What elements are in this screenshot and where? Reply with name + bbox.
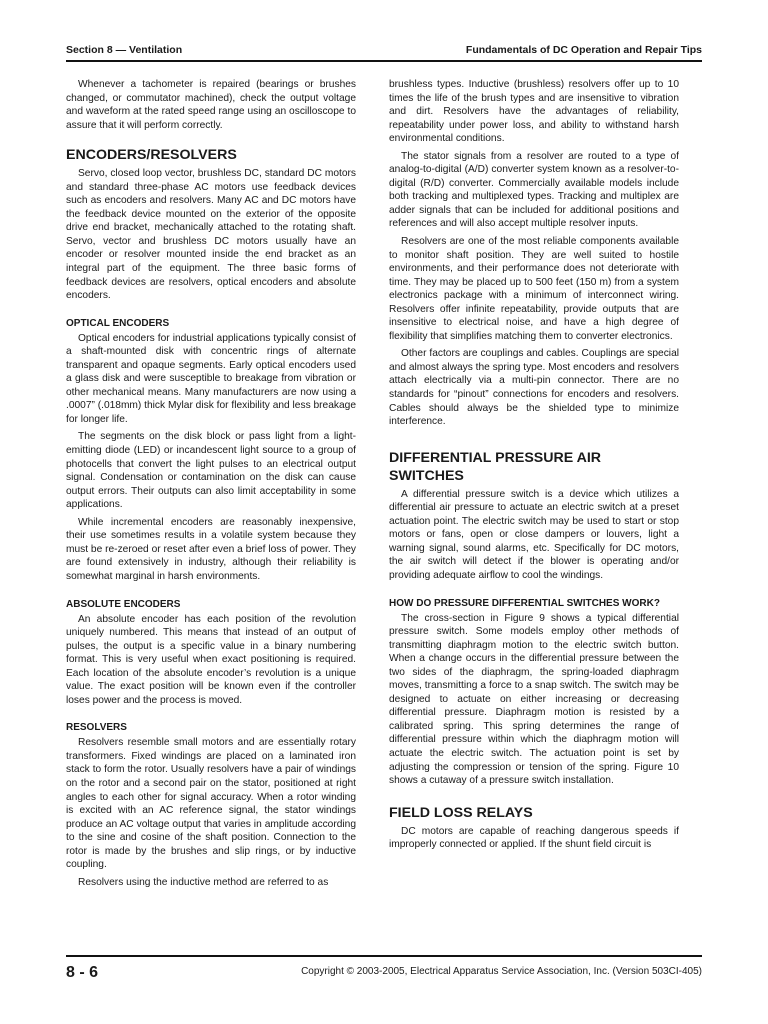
resolvers-paragraph-2: Resolvers using the inductive method are referred to as [78, 876, 329, 888]
resolvers-heading: RESOLVERS [66, 722, 127, 734]
field-loss-relays-heading: FIELD LOSS RELAYS [389, 804, 533, 821]
optical-paragraph-1: Optical encoders for industrial applications typically consist of a shaft-mounted disk with concentric rings of alternate transparent and opaque segments. Early optical encoders used a glass disk and were susceptible to breakage from vibration or other mechanical means. Many manufacturers are now using a .0007” (.018mm) thick Mylar disk for flexibility and less breakage for longer life. [66, 332, 356, 425]
optical-paragraph-2: The segments on the disk block or pass light from a light-emitting diode (LED) or incandescent light source to a group of photocells that convert the light pulses to an electrical output signal. Condensation or contamination on the disk can cause output errors. Their outputs can also limit acceptability in some applications. [66, 431, 356, 511]
how-switches-work-paragraph: The cross-section in Figure 9 shows a typical differential pressure switch. Some models employ other methods of transmitting diaphragm motion to the electric switch button. When a change occurs in the differential pressure between the two sides of the diaphragm, the spring-loaded diaphragm moves, transmitting a force to a snap switch. The switch may be designed to actuate on either increasing or decreasing differential pressure. Diaphragm motion is resisted by a calibrated spring. This spring determines the range of differential pressure within which the diaphragm motion will actuate the electric switch. The actuation point is set by adjusting the compression or tension of the spring. Figure 10 shows a cutaway of a pressure switch installation. [389, 612, 679, 787]
differential-pressure-heading: DIFFERENTIAL PRESSURE AIR SWITCHES [389, 449, 602, 484]
differential-pressure-paragraph: A differential pressure switch is a device which utilizes a differential air pressure to actuate an electric switch at a preset actuation point. The electric switch may be used to start or stop motors or fans, open or close dampers or louvers, light a warning signal, sound alarms, etc. Specifically for DC motors, the air switch will detect if the blower is operating and/or providing adequate airflow to cool the windings. [389, 488, 679, 581]
document-title: Fundamentals of DC Operation and Repair Tips [465, 44, 702, 56]
field-loss-paragraph: DC motors are capable of reaching dangerous speeds if improperly connected or applied. If the shunt field circuit is [389, 825, 679, 851]
copyright-notice: Copyright © 2003-2005, Electrical Apparatus Service Association, Inc. (Version 503CI-405) [301, 966, 702, 977]
optical-paragraph-3: While incremental encoders are reasonably inexpensive, their use sometimes results in a volatile system because they must be re-zeroed or reset after even a brief loss of power. They are found extensively in industry, although their reliability is somewhat marginal in harsh environments. [66, 516, 356, 582]
optical-encoders-heading: OPTICAL ENCODERS [66, 317, 170, 329]
reliability-paragraph: Resolvers are one of the most reliable components available to monitor shaft position. They are well suited to hostile environments, and their performance does not deteriorate with time. They may be placed up to 500 feet (150 m) from a system electronics package with a minimum of interconnect wiring. Resolvers offer infinite repeatability, provide outputs that are insensitive to electrical noise, and have a high degree of flexibility that simplifies matching them to converter electronics. [389, 236, 679, 342]
absolute-paragraph: An absolute encoder has each position of the revolution uniquely numbered. This means that instead of an output of pulses, the output is a specific value in a binary numbering format. This is very useful when exact positioning is required. Each location of the absolute encoder’s revolution is a unique value. The exact position will be known even if the controller loses power and the process is moved. [66, 613, 356, 706]
absolute-encoders-heading: ABSOLUTE ENCODERS [66, 598, 181, 610]
resolvers-paragraph-1: Resolvers resemble small motors and are essentially rotary transformers. Fixed windings are placed on a laminated iron stack to form the rotor. Usually resolvers have a pair of windings on the rotor and a second pair on the stator, positioned at right angles to each other for signal accuracy. When a rotor winding is excited with an AC reference signal, the stator windings produce an AC voltage output that varies in amplitude according to the sine and cosine of the shaft position. Connection to the rotor is made by the brushes and slip rings, or by inductive coupling. [66, 737, 356, 871]
stator-signals-paragraph: The stator signals from a resolver are routed to a type of analog-to-digital (A/D) converter system known as a resolver-to-digital (R/D) converter. Commercially available models include both tracking and multiplexed types. Tracking and multiplex are adder signals that can be included for additional positions and references and will also accept multiple resolver inputs. [389, 150, 679, 230]
couplings-paragraph: Other factors are couplings and cables. Couplings are special and almost always the spring type. Most encoders and resolvers attach electrically via a multi-pin connector. There are no standards for “pinout” connections for encoders and resolvers. Cables should always be the shielded type to minimize interference. [389, 348, 679, 428]
page-header [66, 44, 702, 60]
how-switches-work-heading: HOW DO PRESSURE DIFFERENTIAL SWITCHES WORK? [389, 597, 660, 609]
left-column [66, 78, 356, 893]
header-divider [66, 60, 702, 62]
footer-divider [66, 955, 702, 957]
page-number: 8 - 6 [66, 964, 99, 981]
encoders-resolvers-heading: ENCODERS/RESOLVERS [66, 147, 237, 164]
encoders-paragraph: Servo, closed loop vector, brushless DC, standard DC motors and standard three-phase AC motors use feedback devices such as encoders and resolvers. Many AC and DC motors have the feedback device mounted on the exterior of the opposite drive end bracket, mechanically attached to the rotating shaft. Servo, vector and brushless DC motors usually have an encoder or resolver mounted inside the end bracket as an integral part of the equipment. The three basic forms of feedback devices are resolvers, optical encoders and absolute encoders. [66, 168, 356, 302]
section-title: Section 8 — Ventilation [66, 44, 183, 56]
brushless-paragraph: brushless types. Inductive (brushless) resolvers offer up to 10 times the life of the brush types and are insensitive to vibration and dirt. Resolvers have the advantages of reliability, repeatability under power loss, and ability to withstand harsh environmental conditions. [389, 79, 679, 145]
tachometer-paragraph: Whenever a tachometer is repaired (bearings or brushes changed, or commutator machined), check the output voltage and waveform at the rated speed range using an oscilloscope to assure that it will perform correctly. [66, 79, 356, 131]
right-column [389, 78, 679, 856]
